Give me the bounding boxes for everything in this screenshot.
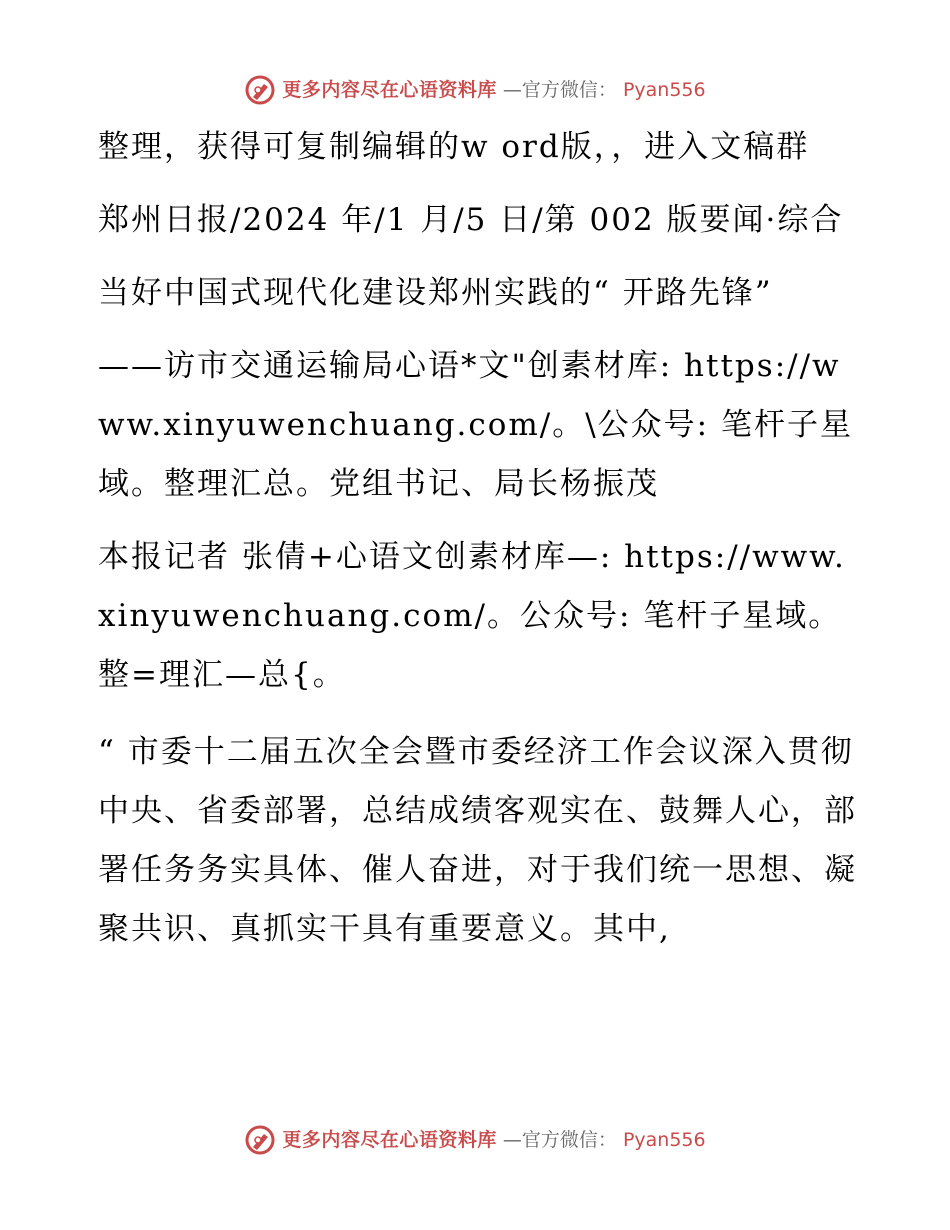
- banner-wechat-label: —官方微信：: [502, 1128, 617, 1151]
- header-watermark-banner: [0, 70, 950, 110]
- reporter-line: 本报记者 张倩+心语文创素材库—: https://www.xinyuwenchuang.com/。公众号: 笔杆子星域。整=理汇—总{。: [98, 539, 846, 693]
- banner-wechat-label: —官方微信：: [502, 78, 617, 101]
- banner-wechat-handle: Pyan556: [622, 78, 706, 101]
- document-body: [98, 118, 858, 959]
- article-title: 当好中国式现代化建设郑州实践的“ 开路先锋”: [98, 275, 773, 311]
- article-subtitle: ——访市交通运输局心语*文"创素材库: https://www.xinyuwenchuang.com/。\公众号: 笔杆子星域。整理汇总。党组书记、局长杨振茂: [98, 348, 853, 502]
- body-paragraph: “ 市委十二届五次全会暨市委经济工作会议深入贯彻中央、省委部署，总结成绩客观实在、鼓舞人心，部署任务务实具体、催人奋进，对于我们统一思想、凝聚共识、真抓实干具有重要意义。其中,: [98, 734, 857, 947]
- source-line: 郑州日报/2024 年/1 月/5 日/第 002 版要闻·综合: [98, 202, 844, 238]
- banner-site-text: 更多内容尽在心语资料库: [282, 1128, 497, 1151]
- banner-site-text: 更多内容尽在心语资料库: [282, 78, 497, 101]
- footer-watermark-banner: [0, 1120, 950, 1160]
- banner-wechat-handle: Pyan556: [622, 1128, 706, 1151]
- pen-logo-icon: [244, 74, 276, 106]
- pen-logo-icon: [244, 1124, 276, 1156]
- intro-paragraph: 整理，获得可复制编辑的w ord版，，进入文稿群: [98, 129, 810, 165]
